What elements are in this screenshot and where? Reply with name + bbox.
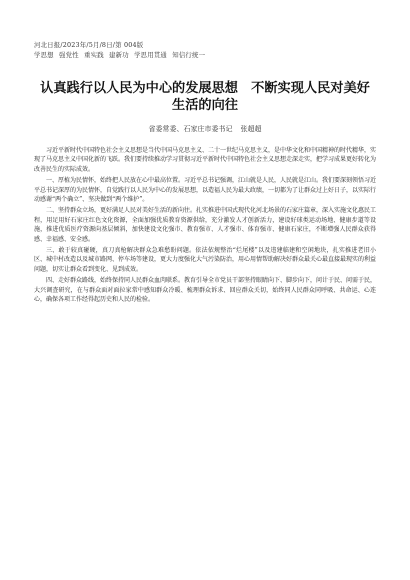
paragraph: 四、走好群众路线，始终保持同人民群众血肉联系。教育引导全市党员干部坚持眼睛向下、脚步向下，问计于民、问需于民，大兴调查研究，在与群众面对面拉家常中感知群众冷暖、梳理群众诉求、回应群众关切，始终同人民群众同呼吸、共命运、心连心，确保各项工作经得起历史和人民的检验。 bbox=[34, 277, 377, 304]
tag-item: 学思用贯通 bbox=[134, 51, 168, 59]
paragraph: 三、敢于较真碰硬，真刀真枪解决群众急难愁盼问题。依法依规整治“烂尾楼”以及违建临建和空闲地块，扎实推进老旧小区、城中村改造以及城市路网、停车场等建设，更大力度强化大气污染防治，用心用情帮助解决好群众最关心最直接最现实的利益问题，切实让群众看到变化、见到成效。 bbox=[34, 247, 377, 273]
article-body bbox=[34, 146, 376, 305]
tag-item: 强党性 bbox=[59, 51, 79, 59]
tag-item: 学思想 bbox=[34, 51, 54, 59]
tag-item: 重实践 bbox=[84, 51, 104, 59]
byline bbox=[34, 124, 376, 134]
author-name: 张超超 bbox=[240, 125, 262, 133]
source-line: 河北日报/2023年/5月/8日/第 004版 bbox=[34, 41, 144, 49]
tag-item: 建新功 bbox=[109, 51, 129, 59]
article-title: 认真践行以人民为中心的发展思想 不断实现人民对美好生活的向往 bbox=[40, 81, 370, 113]
tag-list bbox=[34, 51, 376, 60]
tag-item: 知信行统一 bbox=[172, 51, 206, 59]
paragraph: 二、坚持群众立场，更好满足人民对美好生活的新向往。扎实推进中国式现代化河北场景的石家庄篇章，深入实施文化惠民工程，用足用好石家庄红色文化资源，全面加强优质教育资源供给，充分激发人才创新活力，建设好球类运动场地、健康步道等设施，推进优质医疗资源向基层倾斜，加快建设文化强市、教育强市、人才强市、体育强市、健康石家庄，不断增强人民群众获得感、幸福感、安全感。 bbox=[34, 207, 377, 243]
author-role: 省委常委、石家庄市委书记 bbox=[148, 125, 233, 133]
paragraph: 习近平新时代中国特色社会主义思想是当代中国马克思主义、二十一世纪马克思主义，是中华文化和中国精神的时代精华，实现了马克思主义中国化新的飞跃。我们要持续推动学习贯彻习近平新时代中国特色社会主义思想走深走实，把学习成果更好转化为改善民生的实际成效。 bbox=[34, 147, 377, 173]
paragraph: 一、厚植为民情怀，始终把人民放在心中最高位置。习近平总书记强调，江山就是人民，人民就是江山。我们要深刻领悟习近平总书记深厚的为民情怀，自觉践行以人民为中心的发展思想，以造福人民为最大政绩，一切都为了让群众过上好日子，以实际行动感谢“两个确立”、坚决做到“两个维护”。 bbox=[34, 177, 377, 204]
